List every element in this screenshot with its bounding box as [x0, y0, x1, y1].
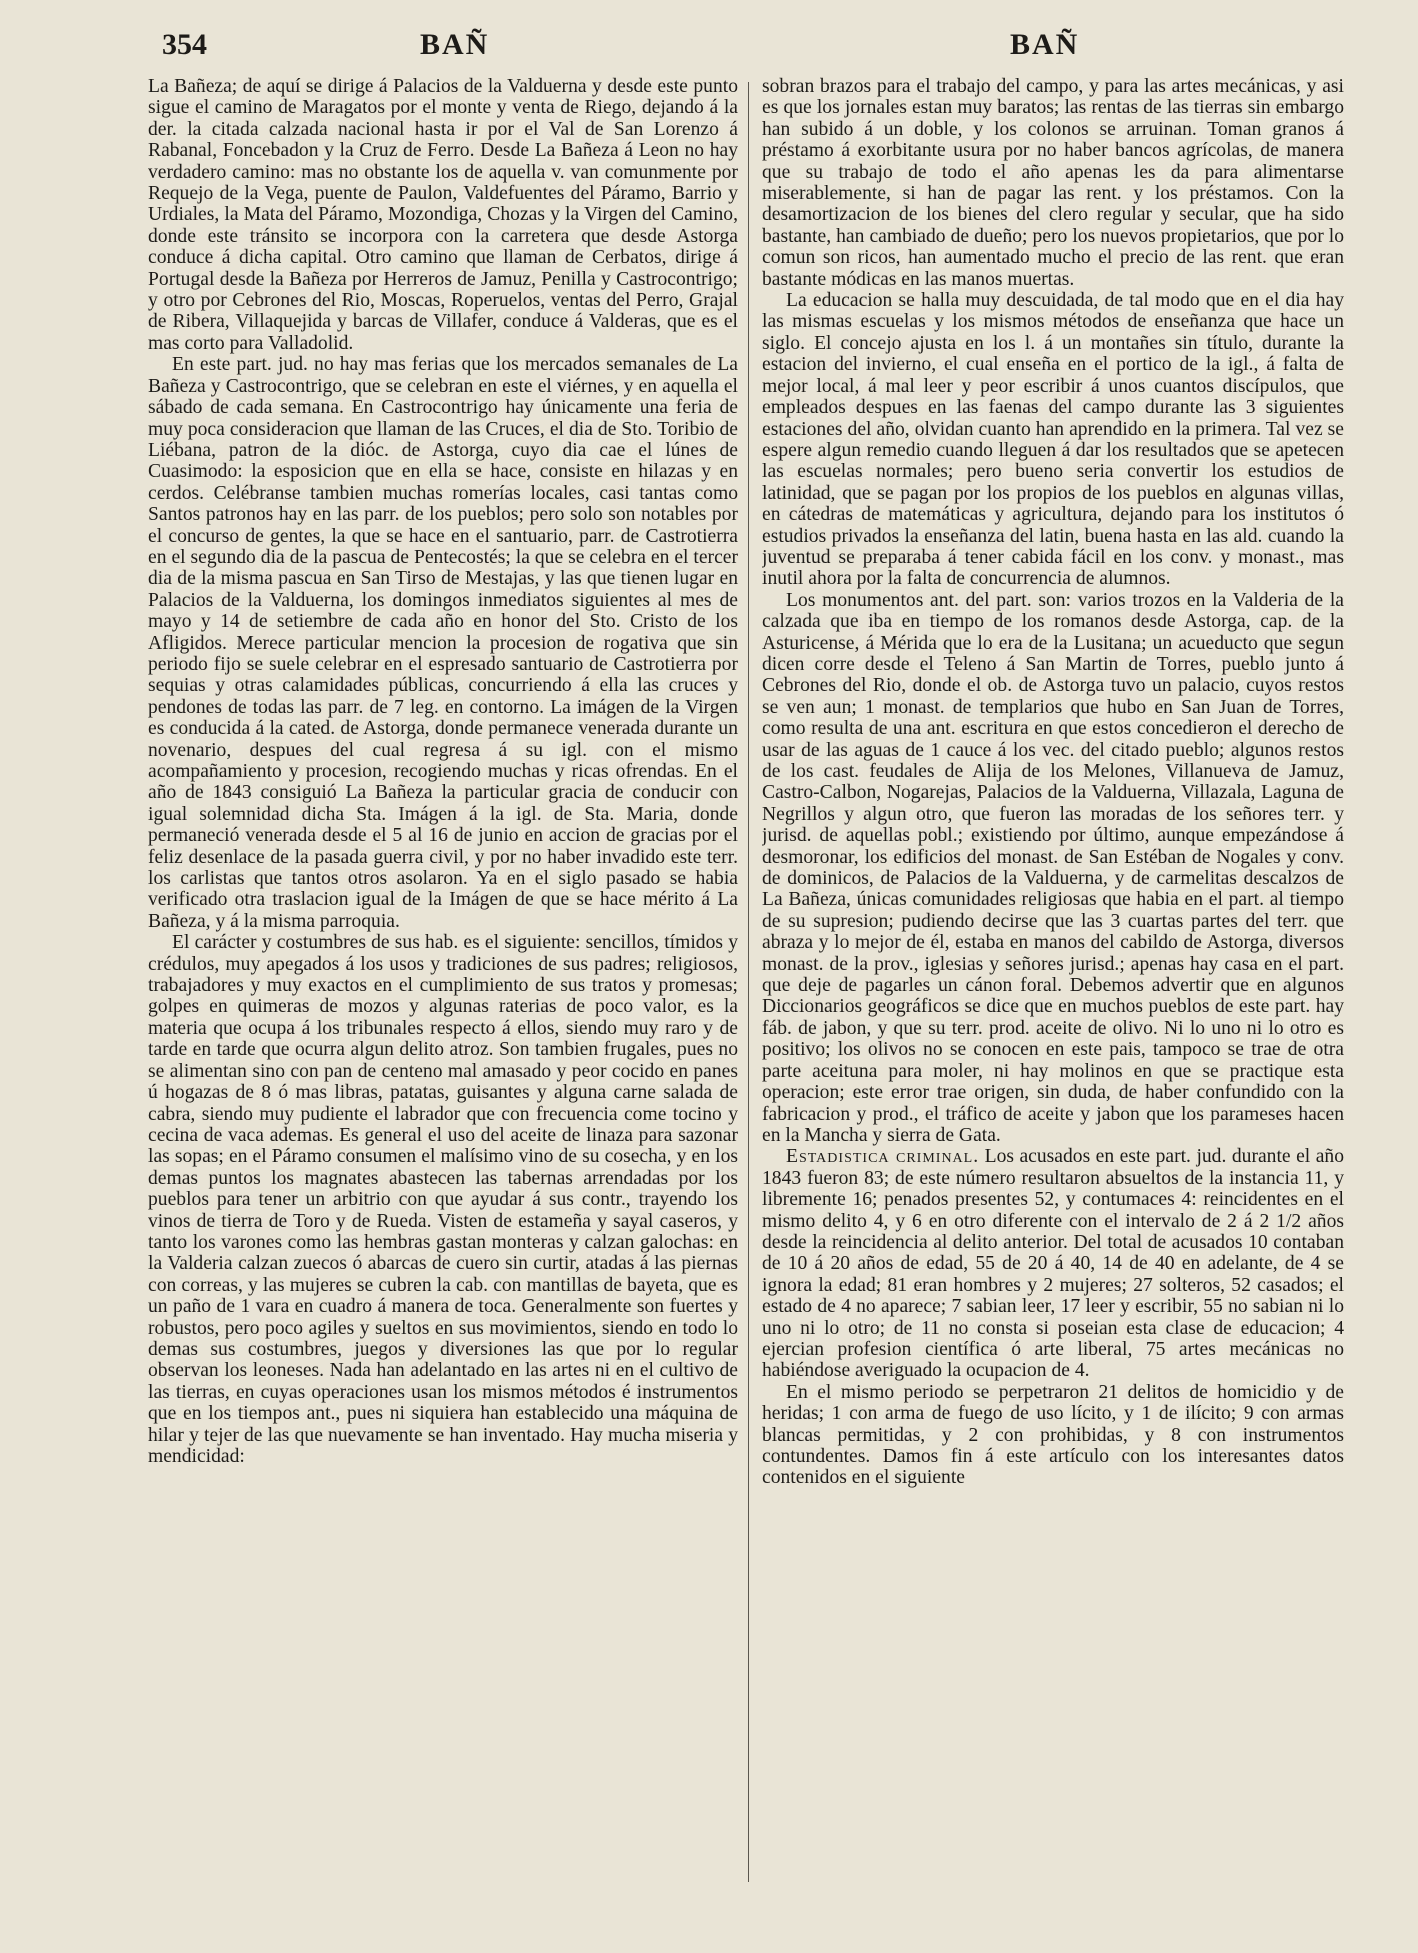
column-divider [748, 82, 749, 1882]
running-head-right: BAÑ [1010, 28, 1080, 61]
statistics-text: Los acusados en este part. jud. durante el año 1843 fueron 83; de este número resultaron absueltos de la instancia 11, y libremente 16; penados presentes 52, y contumaces 4: reincidentes en el mismo delito 4, y 6 en otro diferente con el intervalo de 2 á 2 1/2 años desde la reincidencia al delito anterior. Del total de acusados 10 contaban de 10 á 20 años de edad, 55 de 20 á 40, 14 de 40 en adelante, de 4 se ignora la edad; 81 eran hombres y 2 mujeres; 27 solteros, 52 casados; el estado de 4 no aparece; 7 sabian leer, 17 leer y escribir, 55 no sabian ni lo uno ni lo otro; de 11 no consta si poseian esta clase de educacion; 4 ejercian profesion científica ó arte liberal, 75 artes mecánicas no habiéndose averiguado la ocupacion de 4. [762, 1146, 1344, 1382]
closing-paragraph: En el mismo periodo se perpetraron 21 delitos de homicidio y de heridas; 1 con arma de fuego de uso lícito, y 1 de ilícito; 9 con armas blancas permitidas, y 2 con prohibidas, y 8 con instrumentos contundentes. Damos fin á este artículo con los interesantes datos contenidos en el siguiente [762, 1381, 1344, 1489]
paragraph: El carácter y costumbres de sus hab. es el siguiente: sencillos, tímidos y crédulos, muy apegados á los usos y tradiciones de sus padres; religiosos, trabajadores y muy exactos en el cumplimiento de sus tratos y promesas; golpes en quimeras de mozos y algunas raterias de poco valor, es la materia que ocupa á los tribunales respecto á ellos, siendo muy raro y de tarde en tarde que ocurra algun delito atroz. Son tambien frugales, pues no se alimentan sino con pan de centeno mal amasado y peor cocido en panes ú hogazas de 8 ó mas libras, patatas, guisantes y alguna carne salada de cabra, siendo muy pudiente el labrador que con frecuencia come tocino y cecina de vaca ademas. Es general el uso del aceite de linaza para sazonar las sopas; en el Páramo consumen el malísimo vino de su cosecha, y en los demas puntos los magnates abastecen las tabernas arrendadas por los pueblos para tener un arbitrio con que ayudar á sus contr., trayendo los vinos de tierra de Toro y de Rueda. Visten de estameña y sayal caseros, y tanto los varones como las hembras gastan monteras y calzan galochas: en la Valderia calzan zuecos ó abarcas de cuero sin curtir, atadas á las piernas con correas, y las mujeres se cubren la cab. con mantillas de bayeta, que es un paño de 1 vara en cuadro á manera de toca. Generalmente son fuertes y robustos, pero poco agiles y sueltos en sus movimientos, siendo en todo lo demas sus costumbres, juegos y diversiones las que por lo regular observan los leoneses. Nada han adelantado en las artes ni en el cultivo de las tierras, en cuyas operaciones usan los mismos métodos é instrumentos que en los tiempos ant., pues ni siquiera han establecido una máquina de hilar y tejer de las que nuevamente se han inventado. Hay mucha miseria y mendicidad: [148, 932, 738, 1467]
paragraph: Los monumentos ant. del part. son: varios trozos en la Valderia de la calzada que iba en tiempo de los romanos desde Astorga, cap. de la Asturicense, á Mérida que lo era de la Lusitana; un acueducto que segun dicen corre desde el Teleno á San Martin de Torres, pueblo junto á Cebrones del Rio, donde el ob. de Astorga tuvo un palacio, cuyos restos se ven aun; 1 monast. de templarios que hubo en San Juan de Torres, como resulta de una ant. escritura en que estos concedieron el derecho de usar de las aguas de 1 cauce á los vec. del citado pueblo; algunos restos de los cast. feudales de Alija de los Melones, Villanueva de Jamuz, Castro-Calbon, Nogarejas, Palacios de la Valduerna, Villazala, Laguna de Negrillos y algun otro, que fueron las moradas de los señores terr. y jurisd. de aquellas pobl.; existiendo por último, aunque empezándose á desmoronar, los edificios del monast. de San Estéban de Nogales y conv. de dominicos, de Palacios de la Valduerna, y de carmelitas descalzos de La Bañeza, únicas comunidades religiosas que habia en el part. al tiempo de su supresion; pudiendo decirse que las 3 cuartas partes del terr. que abraza y lo mejor de él, estaba en manos del cabildo de Astorga, diversos monast. de la prov., iglesias y señores jurisd.; apenas hay casa en el part. que deje de pagarles un cánon foral. Debemos advertir que en algunos Diccionarios geográficos se dice que en muchos pueblos de este part. hay fáb. de jabon, y que su terr. prod. aceite de olivo. Ni lo uno ni lo otro es positivo; los olivos no se conocen en este pais, tampoco se trae de otra parte aceituna para moler, ni hay molinos en que se practique esta operacion; este error trae origen, sin duda, de haber confundido con la fabricacion y prod., el tráfico de aceite y jabon que los parameses hacen en la Mancha y sierra de Gata. [762, 589, 1344, 1146]
page-number: 354 [162, 28, 207, 61]
statistics-paragraph [762, 1146, 1344, 1381]
running-head-left: BAÑ [420, 28, 490, 61]
paragraph: sobran brazos para el trabajo del campo, y para las artes mecánicas, y asi es que los jornales estan muy baratos; las rentas de las tierras sin embargo han subido á un doble, y los colonos se arruinan. Toman granos á préstamo á exorbitante usura por no haber bancos agrícolas, de manera que su trabajo de todo el año apenas les da para alimentarse miserablemente, si han de pagar las rent. y los préstamos. Con la desamortizacion de los bienes del clero regular y secular, que ha sido bastante, han cambiado de dueño; pero los nuevos propietarios, que por lo comun son ricos, han aumentado mucho el precio de las rent. que eran bastante módicas en las manos muertas. [762, 76, 1344, 290]
paragraph: La Bañeza; de aquí se dirige á Palacios de la Valduerna y desde este punto sigue el camino de Maragatos por el monte y venta de Riego, dejando á la der. la citada calzada nacional hasta ir por el Val de San Lorenzo á Rabanal, Foncebadon y la Cruz de Ferro. Desde La Bañeza á Leon no hay verdadero camino: mas no obstante los de aquella v. van comunmente por Requejo de la Vega, puente de Paulon, Valdefuentes del Páramo, Barrio y Urdiales, la Mata del Páramo, Mozondiga, Chozas y la Virgen del Camino, donde este tránsito se incorpora con la carretera que desde Astorga conduce á dicha capital. Otro camino que llaman de Cerbatos, dirige á Portugal desde la Bañeza por Herreros de Jamuz, Penilla y Castrocontrigo; y otro por Cebrones del Rio, Moscas, Roperuelos, ventas del Perro, Grajal de Ribera, Villaquejida y barcas de Villafer, conduce á Valderas, que es el mas corto para Valladolid. [148, 76, 738, 354]
right-column [762, 76, 1344, 1936]
left-column [148, 76, 738, 1936]
statistics-heading: Estadistica criminal. [786, 1146, 980, 1168]
paragraph: La educacion se halla muy descuidada, de tal modo que en el dia hay las mismas escuelas y los mismos métodos de enseñanza que hace un siglo. El concejo ajusta en los l. á un montañes sin título, durante la estacion del invierno, el cual enseña en el portico de la igl., á falta de mejor local, á mal leer y peor escribir á unos cuantos discípulos, que empleados despues en las faenas del campo durante las 3 siguientes estaciones del año, olvidan cuanto han aprendido en la primera. Tal vez se espere algun remedio cuando lleguen á dar los resultados que se apetecen las escuelas normales; pero bueno seria convertir los estudios de latinidad, que se pagan por los propios de los pueblos en algunas villas, en cátedras de matemáticas y agricultura, dejando para los institutos ó estudios privados la enseñanza del latin, buena hasta en las ald. cuando la juventud se preparaba á tener cabida fácil en los conv. y monast., mas inutil ahora por la falta de concurrencia de alumnos. [762, 290, 1344, 590]
page-header [0, 28, 1418, 78]
paragraph: En este part. jud. no hay mas ferias que los mercados semanales de La Bañeza y Castrocontrigo, que se celebran en este el viérnes, y en aquella el sábado de cada semana. En Castrocontrigo hay únicamente una feria de muy poca consideracion que llaman de las Cruces, el dia de Sto. Toribio de Liébana, patron de la dióc. de Astorga, cuyo dia cae el lúnes de Cuasimodo: la esposicion que en ella se hace, consiste en hilazas y en cerdos. Celébranse tambien muchas romerías locales, casi tantas como Santos patronos hay en las parr. de los pueblos; pero solo son notables por el concurso de gentes, la que se hace en el santuario, parr. de Castrotierra en el segundo dia de la pascua de Pentecostés; la que se celebra en el tercer dia de la misma pascua en San Tirso de Mestajas, y las que tienen lugar en Palacios de la Valduerna, los domingos inmediatos siguientes al mes de mayo y 14 de setiembre de cada año en honor del Sto. Cristo de los Afligidos. Merece particular mencion la procesion de rogativa que sin periodo fijo se suele celebrar en el espresado santuario de Castrotierra por sequias y otras calamidades públicas, concurriendo á ella las cruces y pendones de todas las parr. de 7 leg. en contorno. La imágen de la Virgen es conducida á la cated. de Astorga, donde permanece venerada durante un novenario, despues del cual regresa á su igl. con el mismo acompañamiento y procesion, recogiendo muchas y ricas ofrendas. En el año de 1843 consiguió La Bañeza la particular gracia de conducir con igual solemnidad dicha Sta. Imágen á la igl. de Sta. Maria, donde permaneció venerada desde el 5 al 16 de junio en accion de gracias por el feliz desenlace de la pasada guerra civil, y por no haber invadido este terr. los carlistas que tantos otros asolaron. Ya en el siglo pasado se habia verificado otra traslacion igual de la Imágen de que se hace mérito á La Bañeza, y á la misma parroquia. [148, 354, 738, 932]
